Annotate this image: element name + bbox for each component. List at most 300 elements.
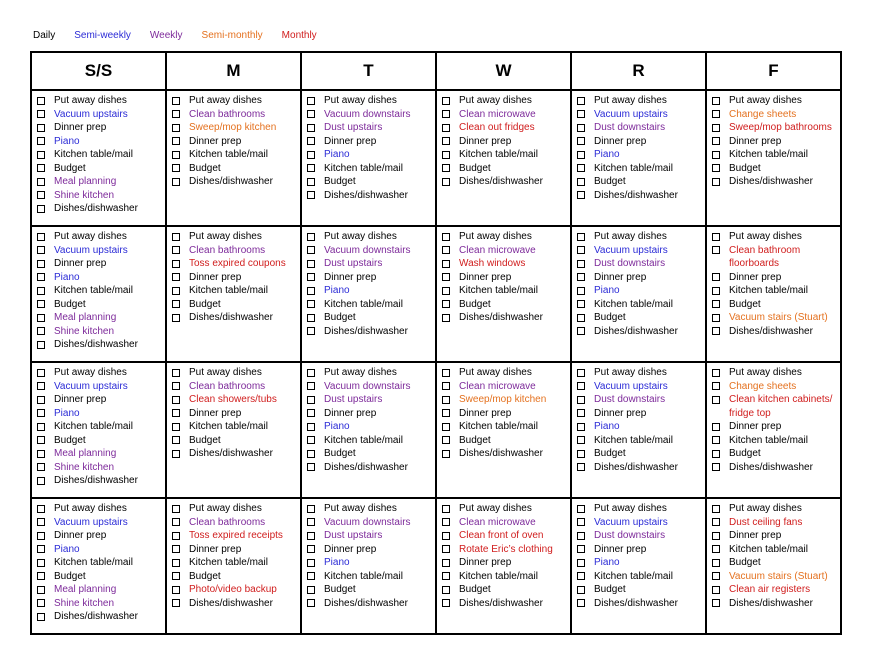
day-cell bbox=[436, 362, 571, 498]
checkbox-icon[interactable] bbox=[712, 463, 720, 471]
chore-item bbox=[576, 148, 703, 162]
checkbox-icon[interactable] bbox=[442, 97, 450, 105]
chore-label: Clean bathrooms bbox=[189, 380, 266, 392]
chore-label: Clean microwave bbox=[459, 516, 536, 528]
chore-item bbox=[306, 407, 433, 421]
checkbox-icon[interactable] bbox=[577, 409, 585, 417]
chore-label: Put away dishes bbox=[594, 95, 667, 107]
checkbox-icon[interactable] bbox=[307, 436, 315, 444]
checkbox-icon[interactable] bbox=[172, 532, 180, 540]
checkbox-icon[interactable] bbox=[172, 110, 180, 118]
checkbox-icon[interactable] bbox=[172, 518, 180, 526]
checkbox-icon[interactable] bbox=[577, 300, 585, 308]
checkbox-icon[interactable] bbox=[37, 382, 45, 390]
weekly-chore-chart bbox=[30, 51, 842, 635]
day-header: R bbox=[571, 52, 706, 90]
checkbox-icon[interactable] bbox=[712, 532, 720, 540]
checkbox-icon[interactable] bbox=[307, 532, 315, 540]
chore-item bbox=[441, 298, 568, 312]
chore-label: Vacuum upstairs bbox=[594, 244, 668, 256]
checkbox-icon[interactable] bbox=[37, 246, 45, 254]
checkbox-icon[interactable] bbox=[307, 97, 315, 105]
checkbox-icon[interactable] bbox=[307, 409, 315, 417]
checkbox-icon[interactable] bbox=[172, 559, 180, 567]
checkbox-icon[interactable] bbox=[577, 110, 585, 118]
chore-item bbox=[171, 556, 298, 570]
chore-item bbox=[306, 298, 433, 312]
chore-label: Kitchen table/mail bbox=[324, 298, 403, 310]
checkbox-icon[interactable] bbox=[307, 518, 315, 526]
checkbox-icon[interactable] bbox=[712, 327, 720, 335]
chore-item bbox=[711, 556, 838, 570]
checkbox-icon[interactable] bbox=[712, 137, 720, 145]
chore-item bbox=[171, 108, 298, 122]
checkbox-icon[interactable] bbox=[172, 450, 180, 458]
checkbox-icon[interactable] bbox=[37, 191, 45, 199]
checkbox-icon[interactable] bbox=[172, 505, 180, 513]
checkbox-icon[interactable] bbox=[307, 110, 315, 118]
legend-daily: Daily bbox=[33, 30, 56, 41]
checkbox-icon[interactable] bbox=[307, 586, 315, 594]
checkbox-icon[interactable] bbox=[712, 164, 720, 172]
chore-item bbox=[36, 583, 163, 597]
checkbox-icon[interactable] bbox=[37, 124, 45, 132]
checkbox-icon[interactable] bbox=[442, 450, 450, 458]
checkbox-icon[interactable] bbox=[577, 599, 585, 607]
chore-label: Dishes/dishwasher bbox=[54, 339, 138, 351]
day-cell bbox=[31, 362, 166, 498]
checkbox-icon[interactable] bbox=[712, 559, 720, 567]
checkbox-icon[interactable] bbox=[712, 436, 720, 444]
checkbox-icon[interactable] bbox=[712, 178, 720, 186]
checkbox-icon[interactable] bbox=[307, 599, 315, 607]
chore-item bbox=[576, 230, 703, 244]
chore-label: Dishes/dishwasher bbox=[729, 461, 813, 473]
checkbox-icon[interactable] bbox=[307, 382, 315, 390]
checkbox-icon[interactable] bbox=[442, 260, 450, 268]
checkbox-icon[interactable] bbox=[307, 369, 315, 377]
checkbox-icon[interactable] bbox=[712, 233, 720, 241]
checkbox-icon[interactable] bbox=[577, 369, 585, 377]
day-cell bbox=[706, 498, 841, 634]
checkbox-icon[interactable] bbox=[307, 300, 315, 308]
checkbox-icon[interactable] bbox=[37, 477, 45, 485]
chore-label: Dishes/dishwasher bbox=[54, 611, 138, 623]
chore-item bbox=[576, 556, 703, 570]
checkbox-icon[interactable] bbox=[37, 205, 45, 213]
chore-item bbox=[711, 94, 838, 108]
chore-item bbox=[171, 284, 298, 298]
chore-label: Budget bbox=[594, 448, 626, 460]
chore-label: Dinner prep bbox=[189, 135, 242, 147]
checkbox-icon[interactable] bbox=[37, 233, 45, 241]
checkbox-icon[interactable] bbox=[442, 369, 450, 377]
checkbox-icon[interactable] bbox=[577, 436, 585, 444]
checkbox-icon[interactable] bbox=[442, 518, 450, 526]
day-cell bbox=[31, 90, 166, 226]
checkbox-icon[interactable] bbox=[37, 423, 45, 431]
checkbox-icon[interactable] bbox=[37, 559, 45, 567]
checkbox-icon[interactable] bbox=[712, 505, 720, 513]
checkbox-icon[interactable] bbox=[307, 559, 315, 567]
chore-item bbox=[171, 175, 298, 189]
checkbox-icon[interactable] bbox=[172, 124, 180, 132]
checkbox-icon[interactable] bbox=[442, 599, 450, 607]
checkbox-icon[interactable] bbox=[307, 191, 315, 199]
checkbox-icon[interactable] bbox=[37, 436, 45, 444]
checkbox-icon[interactable] bbox=[712, 369, 720, 377]
chore-item bbox=[306, 162, 433, 176]
checkbox-icon[interactable] bbox=[577, 260, 585, 268]
checkbox-icon[interactable] bbox=[442, 436, 450, 444]
checkbox-icon[interactable] bbox=[442, 396, 450, 404]
chore-item bbox=[36, 420, 163, 434]
checkbox-icon[interactable] bbox=[307, 233, 315, 241]
weeks-body bbox=[31, 90, 841, 634]
checkbox-icon[interactable] bbox=[37, 409, 45, 417]
chore-label: Dust downstairs bbox=[594, 258, 666, 270]
chore-label: Piano bbox=[594, 557, 620, 569]
chore-item bbox=[306, 380, 433, 394]
checkbox-icon[interactable] bbox=[442, 314, 450, 322]
checkbox-icon[interactable] bbox=[442, 233, 450, 241]
checkbox-icon[interactable] bbox=[577, 518, 585, 526]
checkbox-icon[interactable] bbox=[577, 246, 585, 254]
checkbox-icon[interactable] bbox=[442, 287, 450, 295]
chore-item bbox=[171, 271, 298, 285]
checkbox-icon[interactable] bbox=[577, 178, 585, 186]
day-cell bbox=[166, 498, 301, 634]
checkbox-icon[interactable] bbox=[712, 314, 720, 322]
checkbox-icon[interactable] bbox=[712, 396, 720, 404]
checkbox-icon[interactable] bbox=[172, 599, 180, 607]
checkbox-icon[interactable] bbox=[577, 124, 585, 132]
chore-item bbox=[441, 94, 568, 108]
checkbox-icon[interactable] bbox=[172, 164, 180, 172]
checkbox-icon[interactable] bbox=[712, 586, 720, 594]
checkbox-icon[interactable] bbox=[307, 164, 315, 172]
chore-item bbox=[306, 502, 433, 516]
checkbox-icon[interactable] bbox=[172, 436, 180, 444]
checkbox-icon[interactable] bbox=[577, 545, 585, 553]
chore-label: Clean kitchen cabinets/ bbox=[729, 394, 833, 406]
checkbox-icon[interactable] bbox=[307, 463, 315, 471]
chore-label: Dust downstairs bbox=[594, 122, 666, 134]
checkbox-icon[interactable] bbox=[37, 97, 45, 105]
chore-item bbox=[711, 298, 838, 312]
checkbox-icon[interactable] bbox=[712, 246, 720, 254]
chore-label: Dishes/dishwasher bbox=[459, 176, 543, 188]
checkbox-icon[interactable] bbox=[442, 110, 450, 118]
chore-label: Clean bathroom bbox=[729, 244, 801, 256]
checkbox-icon[interactable] bbox=[442, 178, 450, 186]
checkbox-icon[interactable] bbox=[577, 532, 585, 540]
checkbox-icon[interactable] bbox=[577, 314, 585, 322]
checkbox-icon[interactable] bbox=[577, 151, 585, 159]
checkbox-icon[interactable] bbox=[37, 164, 45, 172]
checkbox-icon[interactable] bbox=[172, 396, 180, 404]
checkbox-icon[interactable] bbox=[577, 382, 585, 390]
checkbox-icon[interactable] bbox=[37, 586, 45, 594]
checkbox-icon[interactable] bbox=[307, 327, 315, 335]
checkbox-icon[interactable] bbox=[37, 178, 45, 186]
checkbox-icon[interactable] bbox=[712, 545, 720, 553]
checkbox-icon[interactable] bbox=[712, 599, 720, 607]
checkbox-icon[interactable] bbox=[577, 423, 585, 431]
checkbox-icon[interactable] bbox=[442, 586, 450, 594]
checkbox-icon[interactable] bbox=[577, 164, 585, 172]
chore-label: Budget bbox=[459, 162, 491, 174]
chore-item bbox=[171, 121, 298, 135]
chore-item bbox=[36, 434, 163, 448]
chore-label: Piano bbox=[594, 421, 620, 433]
checkbox-icon[interactable] bbox=[307, 273, 315, 281]
checkbox-icon[interactable] bbox=[307, 151, 315, 159]
checkbox-icon[interactable] bbox=[172, 369, 180, 377]
chore-label: Put away dishes bbox=[594, 231, 667, 243]
checkbox-icon[interactable] bbox=[307, 178, 315, 186]
chore-item bbox=[306, 393, 433, 407]
chore-item bbox=[711, 257, 838, 271]
chore-item bbox=[36, 311, 163, 325]
chore-label: Kitchen table/mail bbox=[189, 285, 268, 297]
checkbox-icon[interactable] bbox=[577, 287, 585, 295]
checkbox-icon[interactable] bbox=[712, 382, 720, 390]
day-header: M bbox=[166, 52, 301, 90]
chore-item bbox=[711, 529, 838, 543]
chore-item bbox=[576, 175, 703, 189]
chore-item bbox=[576, 284, 703, 298]
chore-label: Dishes/dishwasher bbox=[459, 312, 543, 324]
chore-item bbox=[36, 271, 163, 285]
chore-item bbox=[711, 597, 838, 611]
chore-item bbox=[306, 447, 433, 461]
checkbox-icon[interactable] bbox=[577, 97, 585, 105]
checkbox-icon[interactable] bbox=[37, 327, 45, 335]
checkbox-icon[interactable] bbox=[712, 450, 720, 458]
chore-item bbox=[711, 284, 838, 298]
chore-item bbox=[36, 257, 163, 271]
chore-label: Dinner prep bbox=[729, 271, 782, 283]
checkbox-icon[interactable] bbox=[577, 191, 585, 199]
chore-item bbox=[36, 393, 163, 407]
checkbox-icon[interactable] bbox=[37, 300, 45, 308]
checkbox-icon[interactable] bbox=[37, 273, 45, 281]
chore-item bbox=[171, 311, 298, 325]
day-cell bbox=[706, 90, 841, 226]
checkbox-icon[interactable] bbox=[712, 423, 720, 431]
checkbox-icon[interactable] bbox=[307, 137, 315, 145]
checkbox-icon[interactable] bbox=[172, 545, 180, 553]
checkbox-icon[interactable] bbox=[577, 137, 585, 145]
chore-label: Dust upstairs bbox=[324, 122, 383, 134]
checkbox-icon[interactable] bbox=[712, 572, 720, 580]
chore-label: Clean microwave bbox=[459, 244, 536, 256]
chore-item bbox=[576, 420, 703, 434]
chore-label: Dust upstairs bbox=[324, 394, 383, 406]
chore-item bbox=[711, 108, 838, 122]
checkbox-icon[interactable] bbox=[442, 124, 450, 132]
day-cell bbox=[301, 90, 436, 226]
checkbox-icon[interactable] bbox=[172, 178, 180, 186]
checkbox-icon[interactable] bbox=[307, 124, 315, 132]
chore-item bbox=[171, 393, 298, 407]
checkbox-icon[interactable] bbox=[172, 409, 180, 417]
chore-item bbox=[441, 380, 568, 394]
chore-item bbox=[36, 474, 163, 488]
chore-label: Dishes/dishwasher bbox=[189, 176, 273, 188]
chore-label: Budget bbox=[189, 570, 221, 582]
checkbox-icon[interactable] bbox=[172, 287, 180, 295]
checkbox-icon[interactable] bbox=[442, 137, 450, 145]
checkbox-icon[interactable] bbox=[712, 110, 720, 118]
checkbox-icon[interactable] bbox=[577, 273, 585, 281]
checkbox-icon[interactable] bbox=[37, 287, 45, 295]
checkbox-icon[interactable] bbox=[37, 613, 45, 621]
chore-item bbox=[441, 447, 568, 461]
chore-item bbox=[171, 148, 298, 162]
checkbox-icon[interactable] bbox=[442, 559, 450, 567]
checkbox-icon[interactable] bbox=[442, 164, 450, 172]
checkbox-icon[interactable] bbox=[172, 572, 180, 580]
checkbox-icon[interactable] bbox=[37, 137, 45, 145]
checkbox-icon[interactable] bbox=[307, 396, 315, 404]
checkbox-icon[interactable] bbox=[37, 110, 45, 118]
chore-item bbox=[36, 570, 163, 584]
checkbox-icon[interactable] bbox=[172, 97, 180, 105]
checkbox-icon[interactable] bbox=[37, 463, 45, 471]
chore-label: Meal planning bbox=[54, 176, 117, 188]
chore-item bbox=[171, 244, 298, 258]
chore-label: Dishes/dishwasher bbox=[324, 189, 408, 201]
chore-item bbox=[306, 434, 433, 448]
chore-item bbox=[576, 516, 703, 530]
checkbox-icon[interactable] bbox=[307, 423, 315, 431]
checkbox-icon[interactable] bbox=[172, 586, 180, 594]
checkbox-icon[interactable] bbox=[442, 545, 450, 553]
chore-label: Budget bbox=[594, 176, 626, 188]
chore-label: Put away dishes bbox=[324, 95, 397, 107]
chore-label: Piano bbox=[54, 543, 80, 555]
checkbox-icon[interactable] bbox=[37, 505, 45, 513]
checkbox-icon[interactable] bbox=[712, 97, 720, 105]
checkbox-icon[interactable] bbox=[172, 260, 180, 268]
chore-label: Piano bbox=[594, 285, 620, 297]
checkbox-icon[interactable] bbox=[37, 572, 45, 580]
checkbox-icon[interactable] bbox=[712, 273, 720, 281]
checkbox-icon[interactable] bbox=[442, 409, 450, 417]
checkbox-icon[interactable] bbox=[442, 505, 450, 513]
checkbox-icon[interactable] bbox=[307, 314, 315, 322]
checkbox-icon[interactable] bbox=[577, 505, 585, 513]
checkbox-icon[interactable] bbox=[712, 124, 720, 132]
chore-item bbox=[711, 516, 838, 530]
chore-label: Dishes/dishwasher bbox=[189, 312, 273, 324]
checkbox-icon[interactable] bbox=[307, 287, 315, 295]
checkbox-icon[interactable] bbox=[577, 463, 585, 471]
checkbox-icon[interactable] bbox=[307, 545, 315, 553]
checkbox-icon[interactable] bbox=[37, 151, 45, 159]
checkbox-icon[interactable] bbox=[577, 233, 585, 241]
checkbox-icon[interactable] bbox=[442, 572, 450, 580]
checkbox-icon[interactable] bbox=[37, 545, 45, 553]
checkbox-icon[interactable] bbox=[172, 300, 180, 308]
chore-item bbox=[171, 543, 298, 557]
checkbox-icon[interactable] bbox=[37, 314, 45, 322]
chore-label: Change sheets bbox=[729, 380, 797, 392]
checkbox-icon[interactable] bbox=[172, 273, 180, 281]
chore-item bbox=[36, 135, 163, 149]
checkbox-icon[interactable] bbox=[442, 300, 450, 308]
checkbox-icon[interactable] bbox=[37, 396, 45, 404]
chore-label: Budget bbox=[54, 298, 86, 310]
checkbox-icon[interactable] bbox=[37, 450, 45, 458]
chore-label: Dinner prep bbox=[54, 394, 107, 406]
checkbox-icon[interactable] bbox=[37, 518, 45, 526]
chore-item bbox=[36, 325, 163, 339]
checkbox-icon[interactable] bbox=[37, 369, 45, 377]
checkbox-icon[interactable] bbox=[172, 233, 180, 241]
checkbox-icon[interactable] bbox=[172, 423, 180, 431]
chore-item bbox=[171, 434, 298, 448]
checkbox-icon[interactable] bbox=[307, 246, 315, 254]
day-cell bbox=[166, 226, 301, 362]
checkbox-icon[interactable] bbox=[37, 341, 45, 349]
checkbox-icon[interactable] bbox=[577, 586, 585, 594]
checkbox-icon[interactable] bbox=[442, 151, 450, 159]
checkbox-icon[interactable] bbox=[172, 382, 180, 390]
checkbox-icon[interactable] bbox=[442, 246, 450, 254]
checkbox-icon[interactable] bbox=[172, 314, 180, 322]
checkbox-icon[interactable] bbox=[577, 572, 585, 580]
chore-item bbox=[576, 583, 703, 597]
chore-item bbox=[711, 162, 838, 176]
chore-item bbox=[711, 543, 838, 557]
checkbox-icon[interactable] bbox=[442, 382, 450, 390]
checkbox-icon[interactable] bbox=[712, 300, 720, 308]
checkbox-icon[interactable] bbox=[712, 518, 720, 526]
chore-label: Kitchen table/mail bbox=[189, 557, 268, 569]
checkbox-icon[interactable] bbox=[712, 287, 720, 295]
checkbox-icon[interactable] bbox=[37, 599, 45, 607]
checkbox-icon[interactable] bbox=[442, 532, 450, 540]
chore-label: Budget bbox=[189, 434, 221, 446]
checkbox-icon[interactable] bbox=[307, 450, 315, 458]
day-header: T bbox=[301, 52, 436, 90]
checkbox-icon[interactable] bbox=[172, 137, 180, 145]
chore-label: Dinner prep bbox=[324, 135, 377, 147]
checkbox-icon[interactable] bbox=[307, 572, 315, 580]
checkbox-icon[interactable] bbox=[37, 532, 45, 540]
chore-item bbox=[306, 121, 433, 135]
checkbox-icon[interactable] bbox=[37, 260, 45, 268]
chore-item bbox=[36, 529, 163, 543]
checkbox-icon[interactable] bbox=[172, 246, 180, 254]
checkbox-icon[interactable] bbox=[577, 327, 585, 335]
checkbox-icon[interactable] bbox=[577, 559, 585, 567]
chore-label: Clean air registers bbox=[729, 584, 811, 596]
checkbox-icon[interactable] bbox=[712, 151, 720, 159]
checkbox-icon[interactable] bbox=[442, 273, 450, 281]
chore-label: Meal planning bbox=[54, 448, 117, 460]
chore-label: Dishes/dishwasher bbox=[189, 448, 273, 460]
checkbox-icon[interactable] bbox=[172, 151, 180, 159]
checkbox-icon[interactable] bbox=[307, 505, 315, 513]
checkbox-icon[interactable] bbox=[577, 450, 585, 458]
checkbox-icon[interactable] bbox=[307, 260, 315, 268]
checkbox-icon[interactable] bbox=[442, 423, 450, 431]
checkbox-icon[interactable] bbox=[577, 396, 585, 404]
